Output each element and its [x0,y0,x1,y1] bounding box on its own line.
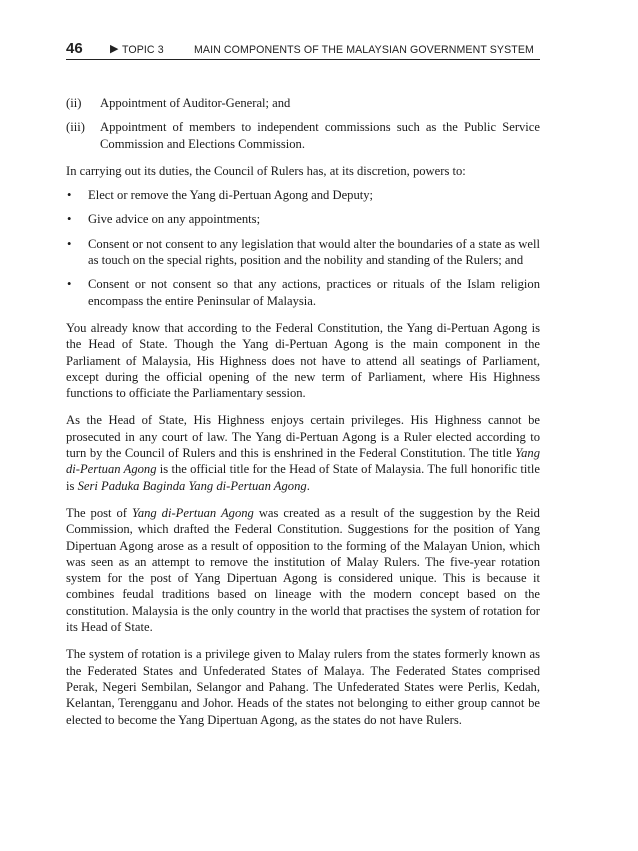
bullet-item [66,211,540,227]
numbered-item [66,95,540,111]
text-run: . [306,478,310,493]
bullet-icon: • [67,212,72,227]
bullet-text: Consent or not consent so that any actions, practices or rituals of the Islam religion encompass the entire Peninsular of Malaysia. [88,277,540,308]
intro-paragraph: In carrying out its duties, the Council of Rulers has, at its discretion, powers to: [66,163,466,178]
bullet-text: Elect or remove the Yang di-Pertuan Agong and Deputy; [88,188,374,203]
text-run: is the official title for the Head of State of Malaysia. The full honorific title is [66,462,541,493]
italic-title: Yang di-Pertuan Agong [66,446,540,477]
bullet-text: Give advice on any appointments; [88,212,261,227]
arrow-right-icon: ▶ [110,43,119,55]
bullet-item [66,276,540,309]
italic-honorific: Seri Paduka Baginda Yang di-Pertuan Agong [77,478,307,493]
topic-label: TOPIC 3 [122,44,164,56]
numbered-item [66,119,540,152]
item-number: (iii) [66,120,85,135]
bullet-item [66,187,540,203]
body-paragraph [66,505,540,635]
body-paragraph: The system of rotation is a privilege given to Malay rulers from the states formerly known as the Federated States and Unfederated States of Malaya. The Federated States comprised Perak, Negeri Sembilan, Selangor and Pahang. The Unfederated States were Perlis, Kedah, Kelantan, Terengganu and Johor. Heads of the states not belonging to either group cannot be elected to become the Yang Dipertuan Agong, as the states do not have Rulers. [66,647,540,727]
running-header [66,40,540,60]
bullet-icon: • [67,277,72,292]
italic-title: Yang di-Pertuan Agong [131,505,254,520]
bullet-icon: • [67,188,72,203]
page-number: 46 [66,40,83,57]
bullet-text: Consent or not consent to any legislation that would alter the boundaries of a state as well as touch on the special rights, position and the nobility and standing of the Rulers; and [88,236,540,268]
bullet-icon: • [67,236,72,251]
bullet-item [66,236,540,269]
header-title: MAIN COMPONENTS OF THE MALAYSIAN GOVERNMENT SYSTEM [194,44,534,56]
page-body [66,95,540,728]
item-number: (ii) [66,96,82,110]
text-run: was created as a result of the suggestion by the Reid Commission, which drafted the Federal Constitution. Suggestions for the position of Yang Dipertuan Agong arose as a result of opposition to the forming of the Malayan Union, which was seen as an attempt to remove the institution of Malay Rulers. The five-year rotation system for the post of Yang Dipertuan Agong is considered unique. This is because it combines feudal traditions based on lineage with the modern concept based on the constitution. Malaysia is the only country in the world that practises the system of rotation for its Head of State. [66,505,540,635]
item-text: Appointment of members to independent commissions such as the Public Service Commission and Elections Commission. [100,120,540,151]
text-run: The post of [66,505,132,520]
text-run: As the Head of State, His Highness enjoys certain privileges. His Highness cannot be prosecuted in any court of law. The Yang di-Pertuan Agong is a Ruler elected according to turn by the Council of Rulers and this is enshrined in the Federal Constitution. The title [66,413,540,461]
body-paragraph: You already know that according to the Federal Constitution, the Yang di-Pertuan Agong is the Head of State. Though the Yang di-Pertuan Agong is the main component in the Parliament of Malaysia, His Highness does not have to attend all seatings of Parliament, except during the official opening of the new term of Parliament, where His Highness functions to officiate the Parliamentary session. [66,320,540,401]
item-text: Appointment of Auditor-General; and [100,96,291,110]
body-paragraph [66,412,540,493]
